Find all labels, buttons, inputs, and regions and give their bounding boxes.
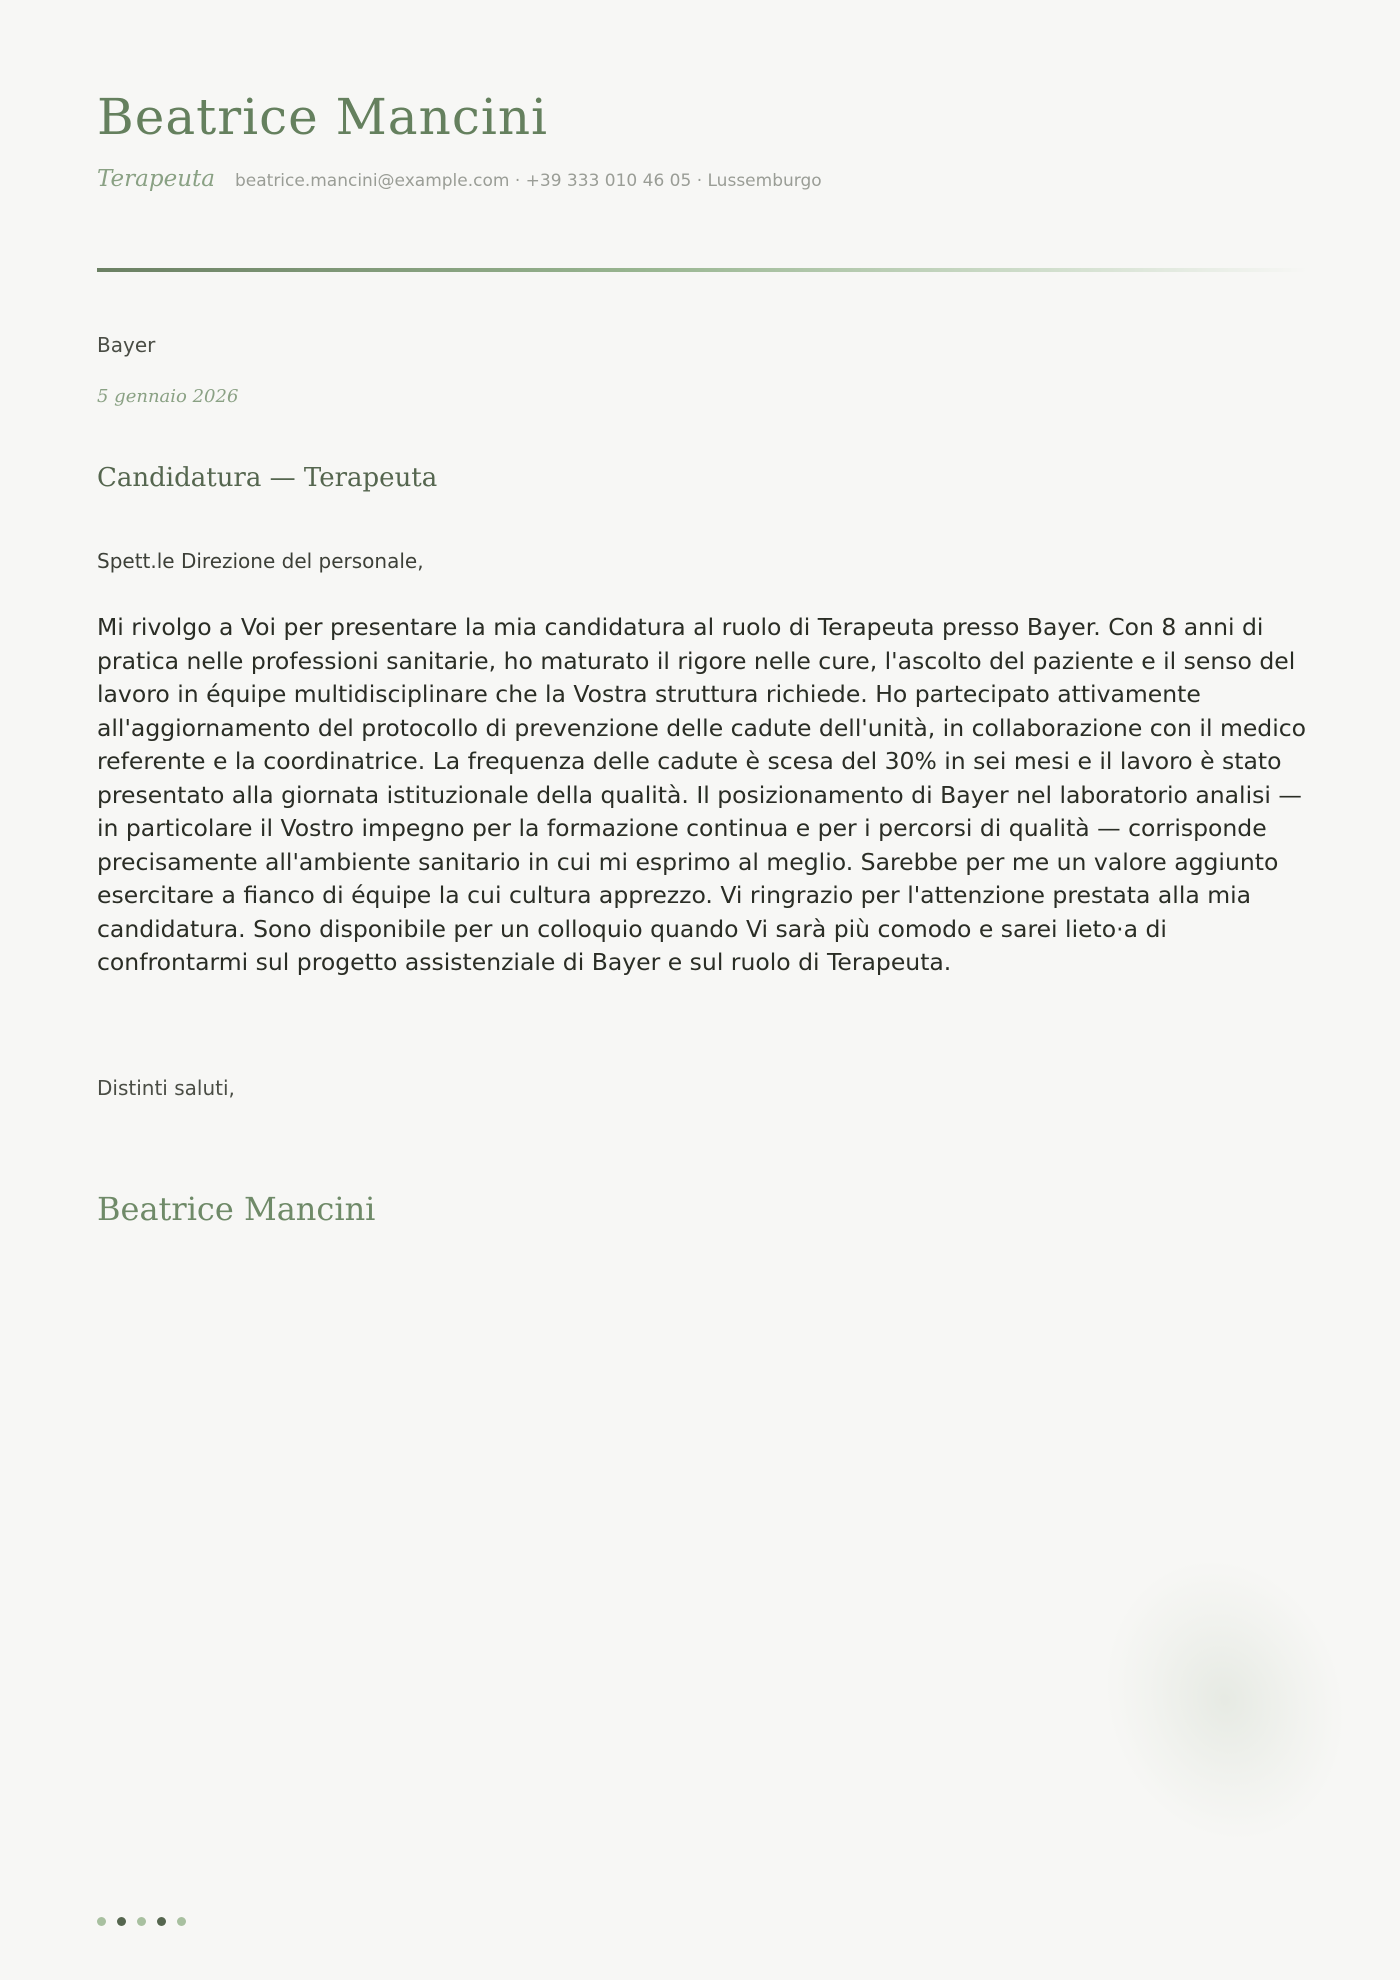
footer-dot bbox=[137, 1917, 146, 1926]
recipient-company: Bayer bbox=[97, 333, 156, 357]
contact-line bbox=[97, 166, 822, 206]
footer-dot bbox=[97, 1917, 106, 1926]
header-divider bbox=[97, 268, 1307, 272]
letter-body: Mi rivolgo a Voi per presentare la mia candidatura al ruolo di Terapeuta presso Bayer. Con 8 anni di pratica nelle professioni sanitarie, ho maturato il rigore nelle cure, l'ascolto del paziente e il senso del lavoro in équipe multidisciplinare che la Vostra struttura richiede. Ho partecipato attivamente all'aggiornamento del protocollo di prevenzione delle cadute dell'unità, in collaborazione con il medico referente e la coordinatrice. La frequenza delle cadute è scesa del 30% in sei mesi e il lavoro è stato presentato alla giornata istituzionale della qualità. Il posizionamento di Bayer nel laboratorio analisi — in particolare il Vostro impegno per la formazione continua e per i percorsi di qualità — corrisponde precisamente all'ambiente sanitario in cui mi esprimo al meglio. Sarebbe per me un valore aggiunto esercitare a fianco di équipe la cui cultura apprezzo. Vi ringrazio per l'attenzione prestata alla mia candidatura. Sono disponibile per un colloquio quando Vi sarà più comodo e sarei lieto·a di confrontarmi sul progetto assistenziale di Bayer e sul ruolo di Terapeuta. bbox=[97, 613, 1307, 976]
footer-dot bbox=[117, 1917, 126, 1926]
letter-subject: Candidatura — Terapeuta bbox=[97, 463, 438, 493]
footer-dot bbox=[177, 1917, 186, 1926]
footer-dot bbox=[157, 1917, 166, 1926]
applicant-name: Beatrice Mancini bbox=[97, 88, 549, 146]
applicant-role: Terapeuta bbox=[97, 166, 215, 192]
footer-dots bbox=[97, 1917, 186, 1926]
letter-closing: Distinti saluti, bbox=[97, 1076, 235, 1100]
letter-date: 5 gennaio 2026 bbox=[97, 386, 239, 407]
contact-details: beatrice.mancini@example.com · +39 333 010 46 05 · Lussemburgo bbox=[234, 171, 822, 191]
letter-salutation: Spett.le Direzione del personale, bbox=[97, 549, 424, 573]
signature: Beatrice Mancini bbox=[97, 1190, 376, 1228]
